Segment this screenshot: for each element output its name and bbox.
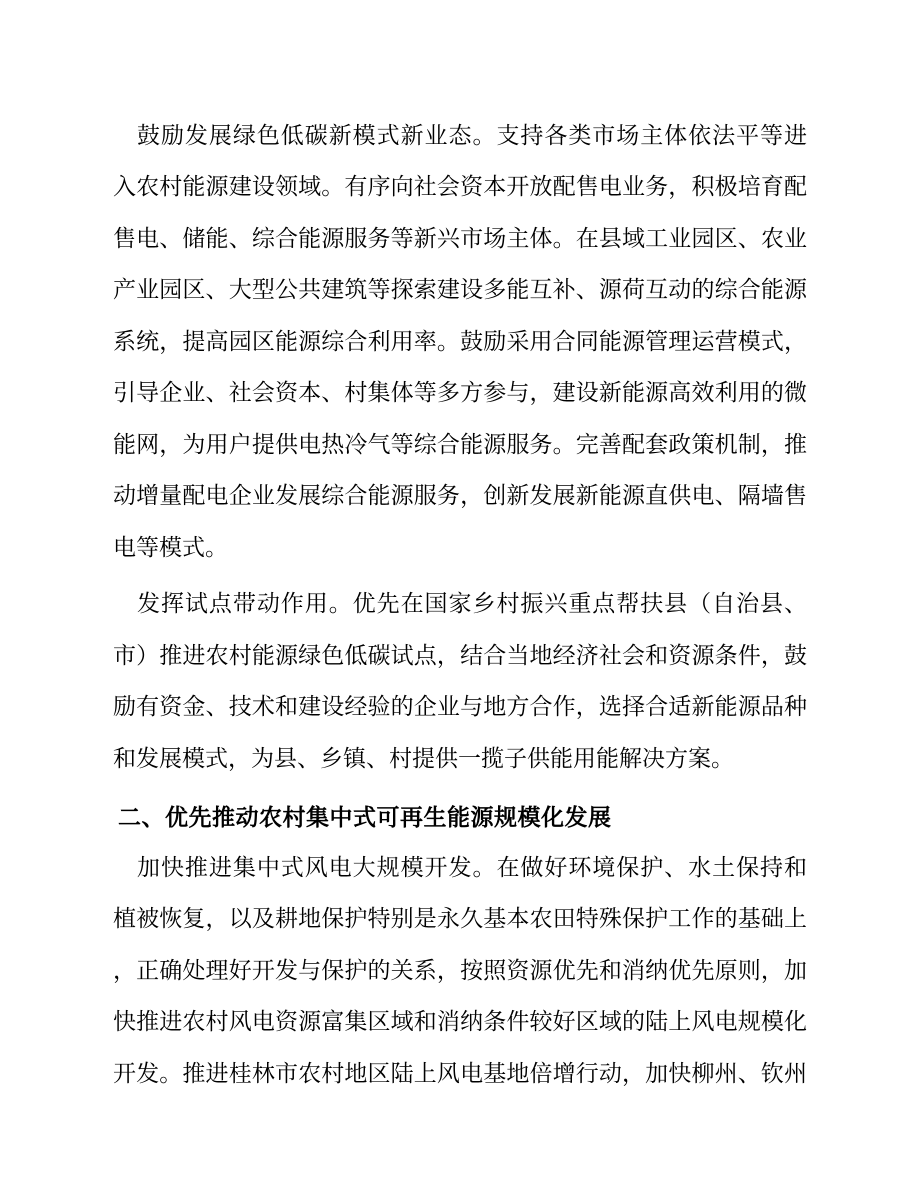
paragraph-line: 加快推进集中式风电大规模开发。在做好环境保护、水土保持和	[137, 855, 807, 881]
paragraph-line: 市）推进农村能源绿色低碳试点，结合当地经济社会和资源条件，鼓	[113, 643, 807, 669]
paragraph-line: 能网，为用户提供电热冷气等综合能源服务。完善配套政策机制，推	[113, 432, 807, 458]
paragraph-line: ，正确处理好开发与保护的关系，按照资源优先和消纳优先原则，加	[113, 958, 807, 984]
paragraph-line: 引导企业、社会资本、村集体等多方参与，建设新能源高效利用的微	[113, 380, 807, 406]
paragraph-line: 发挥试点带动作用。优先在国家乡村振兴重点帮扶县（自治县、	[137, 591, 807, 617]
paragraph-line: 鼓励发展绿色低碳新模式新业态。支持各类市场主体依法平等进	[137, 123, 807, 149]
paragraph-line: 励有资金、技术和建设经验的企业与地方合作，选择合适新能源品种	[113, 694, 807, 720]
paragraph-line: 系统，提高园区能源综合利用率。鼓励采用合同能源管理运营模式，	[113, 329, 807, 355]
paragraph-line: 和发展模式，为县、乡镇、村提供一揽子供能用能解决方案。	[113, 746, 734, 772]
paragraph-line: 产业园区、大型公共建筑等探索建设多能互补、源荷互动的综合能源	[113, 277, 807, 303]
paragraph-line: 快推进农村风电资源富集区域和消纳条件较好区域的陆上风电规模化	[113, 1009, 807, 1035]
paragraph-line: 入农村能源建设领域。有序向社会资本开放配售电业务，积极培育配	[113, 174, 807, 200]
paragraph-line: 售电、储能、综合能源服务等新兴市场主体。在县域工业园区、农业	[113, 226, 807, 252]
paragraph-line: 开发。推进桂林市农村地区陆上风电基地倍增行动，加快柳州、钦州	[113, 1061, 807, 1087]
paragraph-line: 动增量配电企业发展综合能源服务，创新发展新能源直供电、隔墙售	[113, 483, 807, 509]
section-heading: 二、优先推动农村集中式可再生能源规模化发展	[118, 805, 612, 831]
paragraph-line: 电等模式。	[113, 535, 228, 561]
paragraph-line: 植被恢复，以及耕地保护特别是永久基本农田特殊保护工作的基础上	[113, 906, 807, 932]
